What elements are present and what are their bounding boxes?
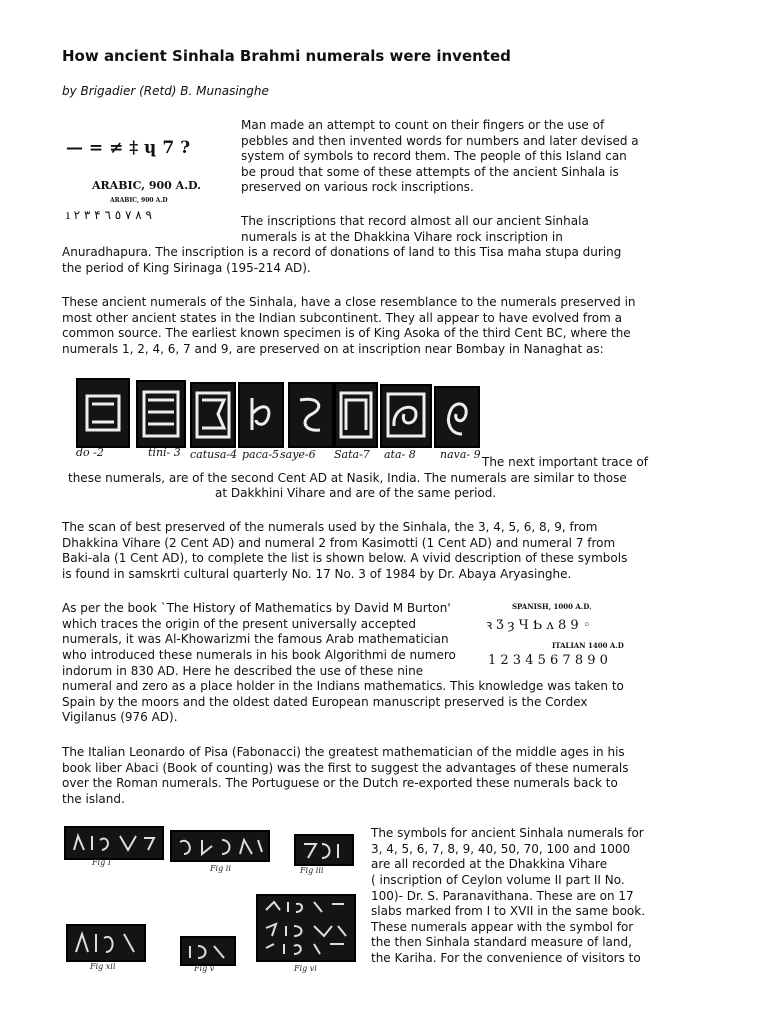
numeral-tile-9 [434, 386, 480, 448]
text-line: the then Sinhala standard measure of land, [371, 935, 632, 949]
text-line: which traces the origin of the present universally accepted [62, 617, 417, 631]
text-line: These numerals appear with the symbol for [371, 920, 634, 934]
arabic-subcaption: ARABIC, 900 A.D [110, 197, 168, 204]
text-line: pebbles and then invented words for numbers and later devised a [241, 134, 639, 148]
inscription-label: Fig ii [210, 864, 231, 873]
numeral-glyph [436, 388, 478, 446]
text-line: at Dakkhini Vihare and are of the same period. [215, 486, 497, 500]
inscription-fragment [64, 826, 164, 860]
text-line: numerals 1, 2, 4, 6, 7 and 9, are preserved on at inscription near Bombay in Nanaghat as: [62, 342, 604, 356]
numeral-glyph [336, 384, 376, 446]
text-line: ( inscription of Ceylon volume II part II No. [371, 873, 625, 887]
nanaghat-numerals-figure [62, 374, 482, 466]
inscription-fragment [66, 924, 146, 962]
text-line: are all recorded at the Dhakkina Vihare [371, 857, 608, 871]
text-line: Anuradhapura. The inscription is a record of donations of land to this Tisa maha stupa during [62, 245, 622, 259]
article-title: How ancient Sinhala Brahmi numerals were invented [62, 47, 511, 65]
text-line: most other ancient states in the Indian subcontinent. They all appear to have evolved from a [62, 311, 622, 325]
numeral-tile-7 [334, 382, 378, 448]
arabic-caption: ARABIC, 900 A.D. [92, 179, 202, 192]
inscription-glyphs [172, 832, 268, 860]
text-line: is found in samskrti cultural quarterly No. 17 No. 3 of 1984 by Dr. Abaya Aryasinghe. [62, 567, 572, 581]
inscription-fragment [170, 830, 270, 862]
italian-glyphs: 1 2 3 4 5 6 7 8 9 0 [488, 653, 608, 668]
text-line: slabs marked from I to XVII in the same book. [371, 904, 646, 918]
inscription-label: Fig iii [300, 866, 324, 875]
text-line: Baki-ala (1 Cent AD), to complete the list is shown below. A vivid description of these symbols [62, 551, 628, 565]
text-line: common source. The earliest known specimen is of King Asoka of the third Cent BC, where the [62, 326, 631, 340]
numeral-glyph [78, 380, 128, 446]
numeral-glyph [138, 382, 184, 446]
text-line: The next important trace of [482, 455, 648, 469]
numeral-tile-5 [238, 382, 284, 448]
text-line: As per the book `The History of Mathematics by David M Burton' [62, 601, 451, 615]
text-line: over the Roman numerals. The Portuguese or the Dutch re-exported these numerals back to [62, 776, 618, 790]
spanish-italian-figure [484, 600, 684, 678]
text-line: 3, 4, 5, 6, 7, 8, 9, 40, 50, 70, 100 and 1000 [371, 842, 631, 856]
text-line: numerals is at the Dhakkina Vihare rock inscription in [241, 230, 563, 244]
inscription-fragment [294, 834, 354, 866]
text-line: preserved on various rock inscriptions. [241, 180, 474, 194]
text-line: Vigilanus (976 AD). [62, 710, 178, 724]
italian-caption: ITALIAN 1400 A.D [552, 641, 624, 650]
inscription-label: Fig I [92, 858, 111, 867]
text-line: Dhakkina Vihare (2 Cent AD) and numeral 2 from Kasimotti (1 Cent AD) and numeral 7 from [62, 536, 616, 550]
article-byline: by Brigadier (Retd) B. Munasinghe [62, 84, 269, 98]
inscription-glyphs [182, 938, 234, 964]
numeral-glyph [192, 384, 234, 446]
text-line: the Kariha. For the convenience of visitors to [371, 951, 641, 965]
numeral-tile-8 [380, 384, 432, 448]
text-line: be proud that some of these attempts of the ancient Sinhala is [241, 165, 619, 179]
nanaghat-label: tini- 3 [148, 446, 181, 459]
spanish-caption: SPANISH, 1000 A.D. [512, 602, 592, 611]
text-line: The scan of best preserved of the numerals used by the Sinhala, the 3, 4, 5, 6, 8, 9, from [62, 520, 598, 534]
nanaghat-label: do -2 [76, 446, 104, 459]
text-line: The symbols for ancient Sinhala numerals for [371, 826, 644, 840]
spanish-glyphs: ꝛ Ʒ ȝ Ч Ƅ ʌ 8 9 ◦ [486, 618, 591, 633]
numeral-glyph [240, 384, 282, 446]
nanaghat-label: nava- 9 [440, 448, 481, 461]
inscription-label: Fig vi [294, 964, 317, 973]
numeral-glyph [290, 384, 332, 446]
text-line: these numerals, are of the second Cent AD at Nasik, India. The numerals are similar to those [68, 471, 627, 485]
text-line: the island. [62, 792, 125, 806]
text-line: The Italian Leonardo of Pisa (Fabonacci) the greatest mathematician of the middle ages in his [62, 745, 625, 759]
numeral-tile-6 [288, 382, 334, 448]
nanaghat-label: Sata-7 [334, 448, 370, 461]
inscriptions-figure [62, 822, 362, 982]
text-line: numeral and zero as a place holder in the Indians mathematics. This knowledge was taken to [62, 679, 624, 693]
inscription-glyphs [66, 828, 162, 858]
arabic-numerals-figure [62, 128, 232, 228]
text-line: who introduced these numerals in his book Algorithmi de numero [62, 648, 456, 662]
nanaghat-label: catusa-4 [190, 448, 238, 461]
arabic-bottom-glyphs: ı ۲ ۳ ۴ ٥ ٦ ۷ ۸ ٩ [66, 208, 152, 222]
inscription-fragment [256, 894, 356, 962]
text-line: the period of King Sirinaga (195-214 AD). [62, 261, 311, 275]
nanaghat-label: ata- 8 [384, 448, 416, 461]
inscription-label: Fig v [194, 964, 215, 973]
text-line: These ancient numerals of the Sinhala, have a close resemblance to the numerals preserved in [62, 295, 636, 309]
numeral-tile-3 [136, 380, 186, 448]
text-line: book liber Abaci (Book of counting) was the first to suggest the advantages of these numerals [62, 761, 629, 775]
inscription-glyphs [296, 836, 352, 864]
numeral-tile-2 [76, 378, 130, 448]
text-line: system of symbols to record them. The people of this Island can [241, 149, 627, 163]
text-line: 100)- Dr. S. Paranavithana. These are on 17 [371, 889, 634, 903]
inscription-glyphs [258, 896, 354, 960]
text-line: Spain by the moors and the oldest dated European manuscript preserved is the Cordex [62, 695, 588, 709]
inscription-fragment [180, 936, 236, 966]
nanaghat-label: paca-5 [242, 448, 280, 461]
text-line: indorum in 830 AD. Here he described the use of these nine [62, 664, 424, 678]
text-line: numerals, it was Al-Khowarizmi the famous Arab mathematician [62, 632, 449, 646]
arabic-top-glyphs: — = ≠ ‡ ɥ 7 ? [66, 138, 191, 158]
numeral-tile-4 [190, 382, 236, 448]
nanaghat-label: saye-6 [280, 448, 316, 461]
text-line: The inscriptions that record almost all our ancient Sinhala [241, 214, 589, 228]
inscription-glyphs [68, 926, 144, 960]
inscription-label: Fig xii [90, 962, 116, 971]
text-line: Man made an attempt to count on their fingers or the use of [241, 118, 605, 132]
numeral-glyph [382, 386, 430, 446]
